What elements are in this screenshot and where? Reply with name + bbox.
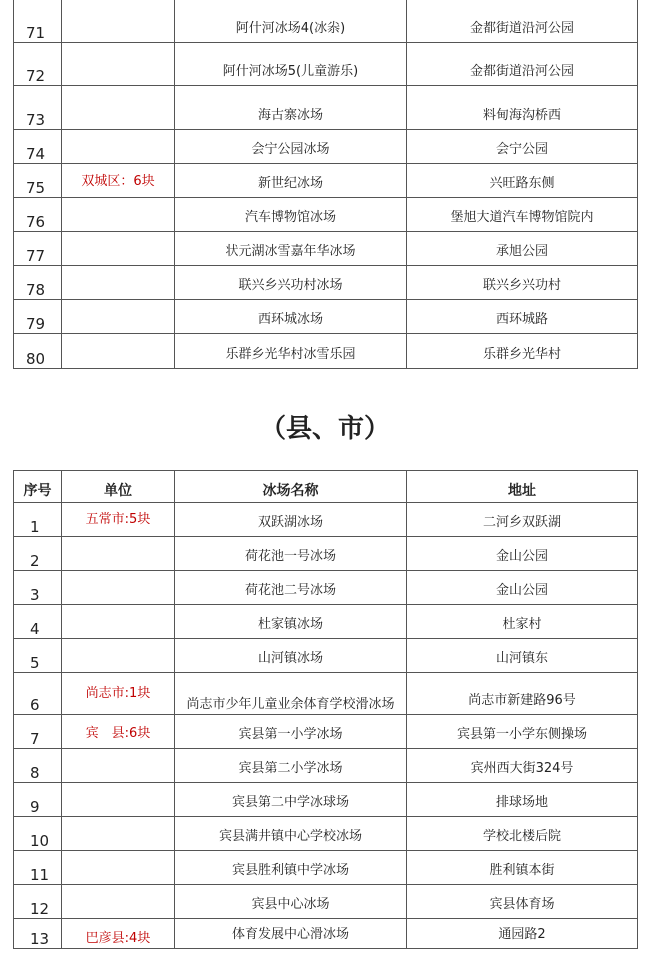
rink-address: 金都街道沿河公园 bbox=[407, 0, 638, 43]
table-row bbox=[14, 503, 638, 537]
table-row bbox=[14, 537, 638, 571]
row-number: 71 bbox=[14, 0, 62, 43]
table-row bbox=[14, 43, 638, 86]
table-row bbox=[14, 334, 638, 369]
rink-address: 金山公园 bbox=[407, 571, 638, 605]
rink-table-district bbox=[13, 0, 638, 369]
row-unit bbox=[62, 537, 175, 571]
row-number: 12 bbox=[14, 885, 62, 919]
table-row bbox=[14, 783, 638, 817]
rink-name: 汽车博物馆冰场 bbox=[175, 198, 407, 232]
row-unit bbox=[62, 817, 175, 851]
row-number: 7 bbox=[14, 715, 62, 749]
row-unit bbox=[62, 43, 175, 86]
row-unit bbox=[62, 851, 175, 885]
row-number: 2 bbox=[14, 537, 62, 571]
rink-address: 宾县体育场 bbox=[407, 885, 638, 919]
rink-name: 山河镇冰场 bbox=[175, 639, 407, 673]
row-unit bbox=[62, 86, 175, 130]
row-unit bbox=[62, 300, 175, 334]
row-unit bbox=[62, 198, 175, 232]
table-row bbox=[14, 266, 638, 300]
rink-name: 西环城冰场 bbox=[175, 300, 407, 334]
row-unit bbox=[62, 571, 175, 605]
row-unit: 五常市:5块 bbox=[62, 503, 175, 537]
table-row bbox=[14, 673, 638, 715]
rink-address: 兴旺路东侧 bbox=[407, 164, 638, 198]
row-unit bbox=[62, 334, 175, 369]
rink-name: 状元湖冰雪嘉年华冰场 bbox=[175, 232, 407, 266]
rink-address: 宾县第一小学东侧操场 bbox=[407, 715, 638, 749]
row-unit bbox=[62, 266, 175, 300]
header-unit: 单位 bbox=[62, 471, 175, 503]
table-row bbox=[14, 749, 638, 783]
row-unit bbox=[62, 639, 175, 673]
row-number: 5 bbox=[14, 639, 62, 673]
row-number: 8 bbox=[14, 749, 62, 783]
row-number: 74 bbox=[14, 130, 62, 164]
rink-address: 联兴乡兴功村 bbox=[407, 266, 638, 300]
row-number: 3 bbox=[14, 571, 62, 605]
rink-name: 荷花池二号冰场 bbox=[175, 571, 407, 605]
rink-name: 杜家镇冰场 bbox=[175, 605, 407, 639]
table-row bbox=[14, 571, 638, 605]
row-unit bbox=[62, 783, 175, 817]
rink-name: 会宁公园冰场 bbox=[175, 130, 407, 164]
rink-address: 会宁公园 bbox=[407, 130, 638, 164]
rink-name: 体育发展中心滑冰场 bbox=[175, 919, 407, 949]
row-unit bbox=[62, 605, 175, 639]
row-unit: 双城区：6块 bbox=[62, 164, 175, 198]
rink-address: 通园路2 bbox=[407, 919, 638, 949]
rink-address: 二河乡双跃湖 bbox=[407, 503, 638, 537]
table-row bbox=[14, 0, 638, 43]
row-unit: 宾 县:6块 bbox=[62, 715, 175, 749]
row-number: 76 bbox=[14, 198, 62, 232]
rink-address: 杜家村 bbox=[407, 605, 638, 639]
rink-name: 宾县第一小学冰场 bbox=[175, 715, 407, 749]
row-number: 11 bbox=[14, 851, 62, 885]
row-number: 10 bbox=[14, 817, 62, 851]
row-number: 1 bbox=[14, 503, 62, 537]
rink-table-county bbox=[13, 470, 638, 949]
rink-address: 胜利镇本街 bbox=[407, 851, 638, 885]
row-number: 80 bbox=[14, 334, 62, 369]
table-row bbox=[14, 885, 638, 919]
row-number: 79 bbox=[14, 300, 62, 334]
rink-address: 学校北楼后院 bbox=[407, 817, 638, 851]
row-number: 9 bbox=[14, 783, 62, 817]
table-row bbox=[14, 232, 638, 266]
rink-name: 宾县第二小学冰场 bbox=[175, 749, 407, 783]
rink-address: 乐群乡光华村 bbox=[407, 334, 638, 369]
rink-name: 宾县中心冰场 bbox=[175, 885, 407, 919]
rink-address: 金都街道沿河公园 bbox=[407, 43, 638, 86]
rink-address: 山河镇东 bbox=[407, 639, 638, 673]
rink-name: 新世纪冰场 bbox=[175, 164, 407, 198]
row-number: 6 bbox=[14, 673, 62, 715]
table-row bbox=[14, 130, 638, 164]
table-row bbox=[14, 164, 638, 198]
rink-name: 乐群乡光华村冰雪乐园 bbox=[175, 334, 407, 369]
rink-name: 宾县满井镇中心学校冰场 bbox=[175, 817, 407, 851]
row-number: 77 bbox=[14, 232, 62, 266]
row-unit bbox=[62, 749, 175, 783]
rink-address: 宾州西大街324号 bbox=[407, 749, 638, 783]
rink-address: 尚志市新建路96号 bbox=[407, 673, 638, 715]
header-num: 序号 bbox=[14, 471, 62, 503]
row-unit bbox=[62, 130, 175, 164]
rink-name: 尚志市少年儿童业余体育学校滑冰场 bbox=[175, 673, 407, 715]
rink-name: 宾县胜利镇中学冰场 bbox=[175, 851, 407, 885]
rink-name: 荷花池一号冰场 bbox=[175, 537, 407, 571]
table-row bbox=[14, 605, 638, 639]
table-row bbox=[14, 86, 638, 130]
row-number: 73 bbox=[14, 86, 62, 130]
header-addr: 地址 bbox=[407, 471, 638, 503]
rink-address: 排球场地 bbox=[407, 783, 638, 817]
table-row bbox=[14, 198, 638, 232]
table-row bbox=[14, 300, 638, 334]
rink-name: 联兴乡兴功村冰场 bbox=[175, 266, 407, 300]
row-number: 72 bbox=[14, 43, 62, 86]
rink-name: 双跃湖冰场 bbox=[175, 503, 407, 537]
rink-name: 海古寨冰场 bbox=[175, 86, 407, 130]
rink-address: 堡旭大道汽车博物馆院内 bbox=[407, 198, 638, 232]
rink-address: 承旭公园 bbox=[407, 232, 638, 266]
rink-address: 金山公园 bbox=[407, 537, 638, 571]
row-number: 13 bbox=[14, 919, 62, 949]
row-number: 4 bbox=[14, 605, 62, 639]
rink-name: 阿什河冰场5(儿童游乐) bbox=[175, 43, 407, 86]
row-unit bbox=[62, 232, 175, 266]
section-title: （县、市） bbox=[259, 414, 390, 444]
rink-address: 料甸海沟桥西 bbox=[407, 86, 638, 130]
row-number: 78 bbox=[14, 266, 62, 300]
header-name: 冰场名称 bbox=[175, 471, 407, 503]
row-number: 75 bbox=[14, 164, 62, 198]
row-unit: 巴彦县:4块 bbox=[62, 919, 175, 949]
row-unit bbox=[62, 885, 175, 919]
table-row bbox=[14, 851, 638, 885]
row-unit bbox=[62, 0, 175, 43]
table-row bbox=[14, 817, 638, 851]
row-unit: 尚志市:1块 bbox=[62, 673, 175, 715]
table-header-row bbox=[14, 471, 638, 503]
table-row bbox=[14, 919, 638, 949]
table-row bbox=[14, 639, 638, 673]
rink-name: 阿什河冰场4(冰尜) bbox=[175, 0, 407, 43]
rink-name: 宾县第二中学冰球场 bbox=[175, 783, 407, 817]
rink-address: 西环城路 bbox=[407, 300, 638, 334]
table-row bbox=[14, 715, 638, 749]
